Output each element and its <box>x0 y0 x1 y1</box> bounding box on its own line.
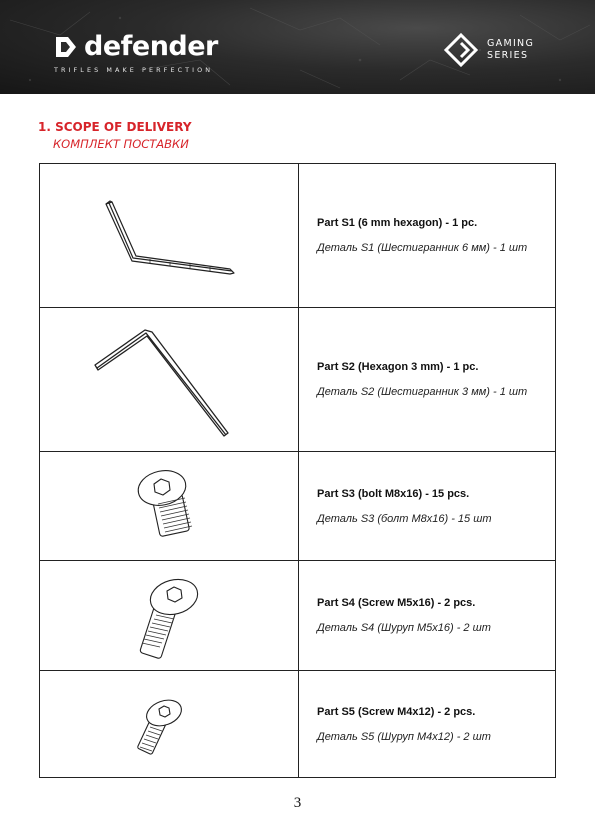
part-name-en: Part S3 (bolt M8x16) - 15 pcs. <box>317 487 470 500</box>
part-image-cell <box>40 452 299 561</box>
header-banner <box>0 0 595 94</box>
series-line-1: GAMING <box>487 38 535 49</box>
part-name-ru: Деталь S1 (Шестигранник 6 мм) - 1 шт <box>317 242 528 254</box>
series-line-2: SERIES <box>487 50 529 61</box>
part-name-en: Part S2 (Hexagon 3 mm) - 1 pc. <box>317 361 479 373</box>
part-name-en: Part S1 (6 mm hexagon) - 1 pc. <box>317 217 478 229</box>
part-name-ru: Деталь S2 (Шестигранник 3 мм) - 1 шт <box>317 386 528 398</box>
hex-key-6mm-icon <box>40 164 298 307</box>
screw-m4x12-icon <box>40 671 298 777</box>
defender-shield-icon <box>54 35 78 59</box>
part-text-cell <box>299 308 556 452</box>
part-image-cell <box>40 308 299 452</box>
part-name-ru: Деталь S5 (Шуруп M4x12) - 2 шт <box>317 730 491 743</box>
bolt-m8x16-icon <box>40 452 298 560</box>
part-text-cell <box>299 671 556 778</box>
part-text-cell <box>299 452 556 561</box>
hex-key-3mm-icon <box>40 308 298 451</box>
part-name-ru: Деталь S3 (болт M8x16) - 15 шт <box>317 512 492 525</box>
table-row <box>40 671 556 778</box>
section-title: 1. SCOPE OF DELIVERY <box>38 120 192 134</box>
table-row <box>40 561 556 671</box>
part-name-ru: Деталь S4 (Шуруп M5x16) - 2 шт <box>317 622 491 634</box>
brand-name: defender <box>84 31 218 62</box>
table-row <box>40 308 556 452</box>
gaming-series-icon <box>443 32 479 68</box>
part-name-en: Part S5 (Screw M4x12) - 2 pcs. <box>317 705 476 718</box>
brand-tagline: TRIFLES MAKE PERFECTION <box>54 66 214 74</box>
part-image-cell <box>40 164 299 308</box>
part-image-cell <box>40 671 299 778</box>
part-name-en: Part S4 (Screw M5x16) - 2 pcs. <box>317 597 476 609</box>
part-text-cell <box>299 561 556 671</box>
table-row <box>40 452 556 561</box>
part-image-cell <box>40 561 299 671</box>
defender-logo <box>54 33 218 60</box>
table-row <box>40 164 556 308</box>
page-number: 3 <box>293 795 302 811</box>
part-text-cell <box>299 164 556 308</box>
screw-m5x16-icon <box>40 561 298 670</box>
section-subtitle: КОМПЛЕКТ ПОСТАВКИ <box>53 137 189 151</box>
parts-table <box>39 163 556 778</box>
gaming-series-logo <box>443 32 534 68</box>
